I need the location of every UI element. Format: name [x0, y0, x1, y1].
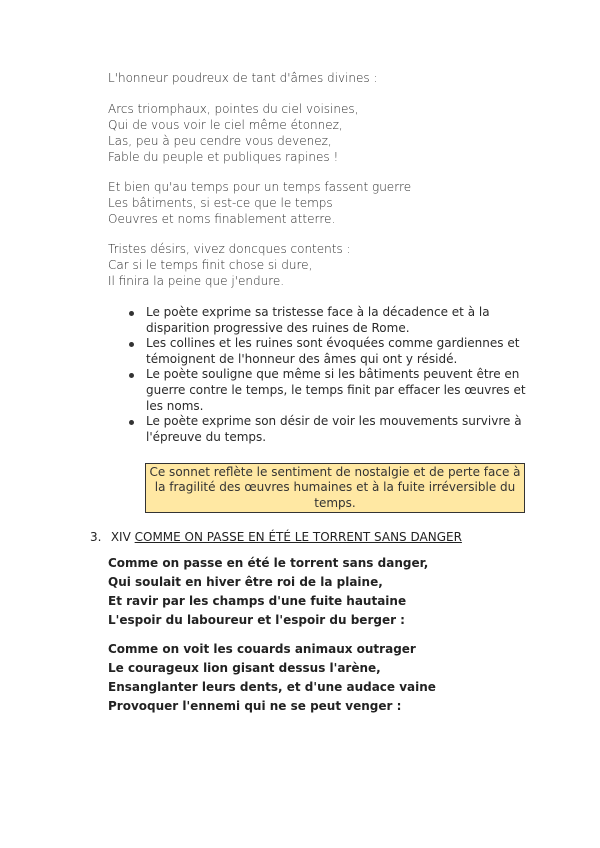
list-item-text: Les collines et les ruines sont évoquées comme gardiennes et témoignent de l'honneur des âmes qui ont y résidé. [146, 336, 520, 366]
analysis-bullet-list [126, 305, 526, 445]
bullet-dot-icon [129, 420, 134, 425]
section-title: COMME ON PASSE EN ÉTÉ LE TORRENT SANS DANGER [134, 530, 462, 544]
list-item [126, 305, 526, 336]
bullet-dot-icon [129, 342, 134, 347]
poem-stanza-3 [108, 179, 411, 227]
verse-line: Et ravir par les champs d'une fuite hautaine [108, 594, 407, 608]
verse-line: Qui soulait en hiver être roi de la plaine, [108, 575, 383, 589]
verse-line: Tristes désirs, vivez doncques contents : [108, 242, 351, 256]
list-item-text: Le poète souligne que même si les bâtiments peuvent être en guerre contre le temps, le temps finit par effacer les œuvres et les noms. [146, 367, 526, 413]
poem-stanza-2 [108, 101, 358, 165]
verse-line: Arcs triomphaux, pointes du ciel voisines, [108, 102, 359, 116]
verse-line: Comme on voit les couards animaux outrager [108, 642, 416, 656]
section-heading [90, 530, 462, 544]
bullet-dot-icon [129, 373, 134, 378]
verse-line: L'honneur poudreux de tant d'âmes divines : [108, 71, 378, 85]
list-item-text: Le poète exprime sa tristesse face à la décadence et à la disparition progressive des ruines de Rome. [146, 305, 490, 335]
poem2-stanza-2 [108, 640, 436, 716]
verse-line: L'espoir du laboureur et l'espoir du berger : [108, 613, 405, 627]
verse-line: Le courageux lion gisant dessus l'arène, [108, 661, 381, 675]
summary-note-box [145, 463, 525, 513]
verse-line: Oeuvres et noms finablement atterre. [108, 212, 336, 226]
verse-line: Comme on passe en été le torrent sans danger, [108, 556, 429, 570]
verse-line: Qui de vous voir le ciel même étonnez, [108, 118, 343, 132]
verse-line: Ensanglanter leurs dents, et d'une audace vaine [108, 680, 436, 694]
verse-line: Les bâtiments, si est-ce que le temps [108, 196, 333, 210]
verse-line: Il finira la peine que j'endure. [108, 274, 285, 288]
poem2-stanza-1 [108, 554, 428, 630]
poem-stanza-4 [108, 241, 351, 289]
section-number: 3. [90, 530, 102, 544]
list-item [126, 367, 526, 414]
verse-line: Provoquer l'ennemi qui ne se peut venger : [108, 699, 402, 713]
bullet-dot-icon [129, 311, 134, 316]
verse-line: Car si le temps finit chose si dure, [108, 258, 313, 272]
summary-note-text: Ce sonnet reflète le sentiment de nostalgie et de perte face à la fragilité des œuvres humaines et à la fuite irréversible du temps. [149, 465, 521, 510]
verse-line: Et bien qu'au temps pour un temps fassent guerre [108, 180, 412, 194]
list-item [126, 414, 526, 445]
verse-line: Fable du peuple et publiques rapines ! [108, 150, 339, 164]
section-prefix: XIV [110, 530, 131, 544]
poem-stanza-1 [108, 70, 378, 86]
verse-line: Las, peu à peu cendre vous devenez, [108, 134, 332, 148]
list-item [126, 336, 526, 367]
list-item-text: Le poète exprime son désir de voir les mouvements survivre à l'épreuve du temps. [146, 414, 522, 444]
